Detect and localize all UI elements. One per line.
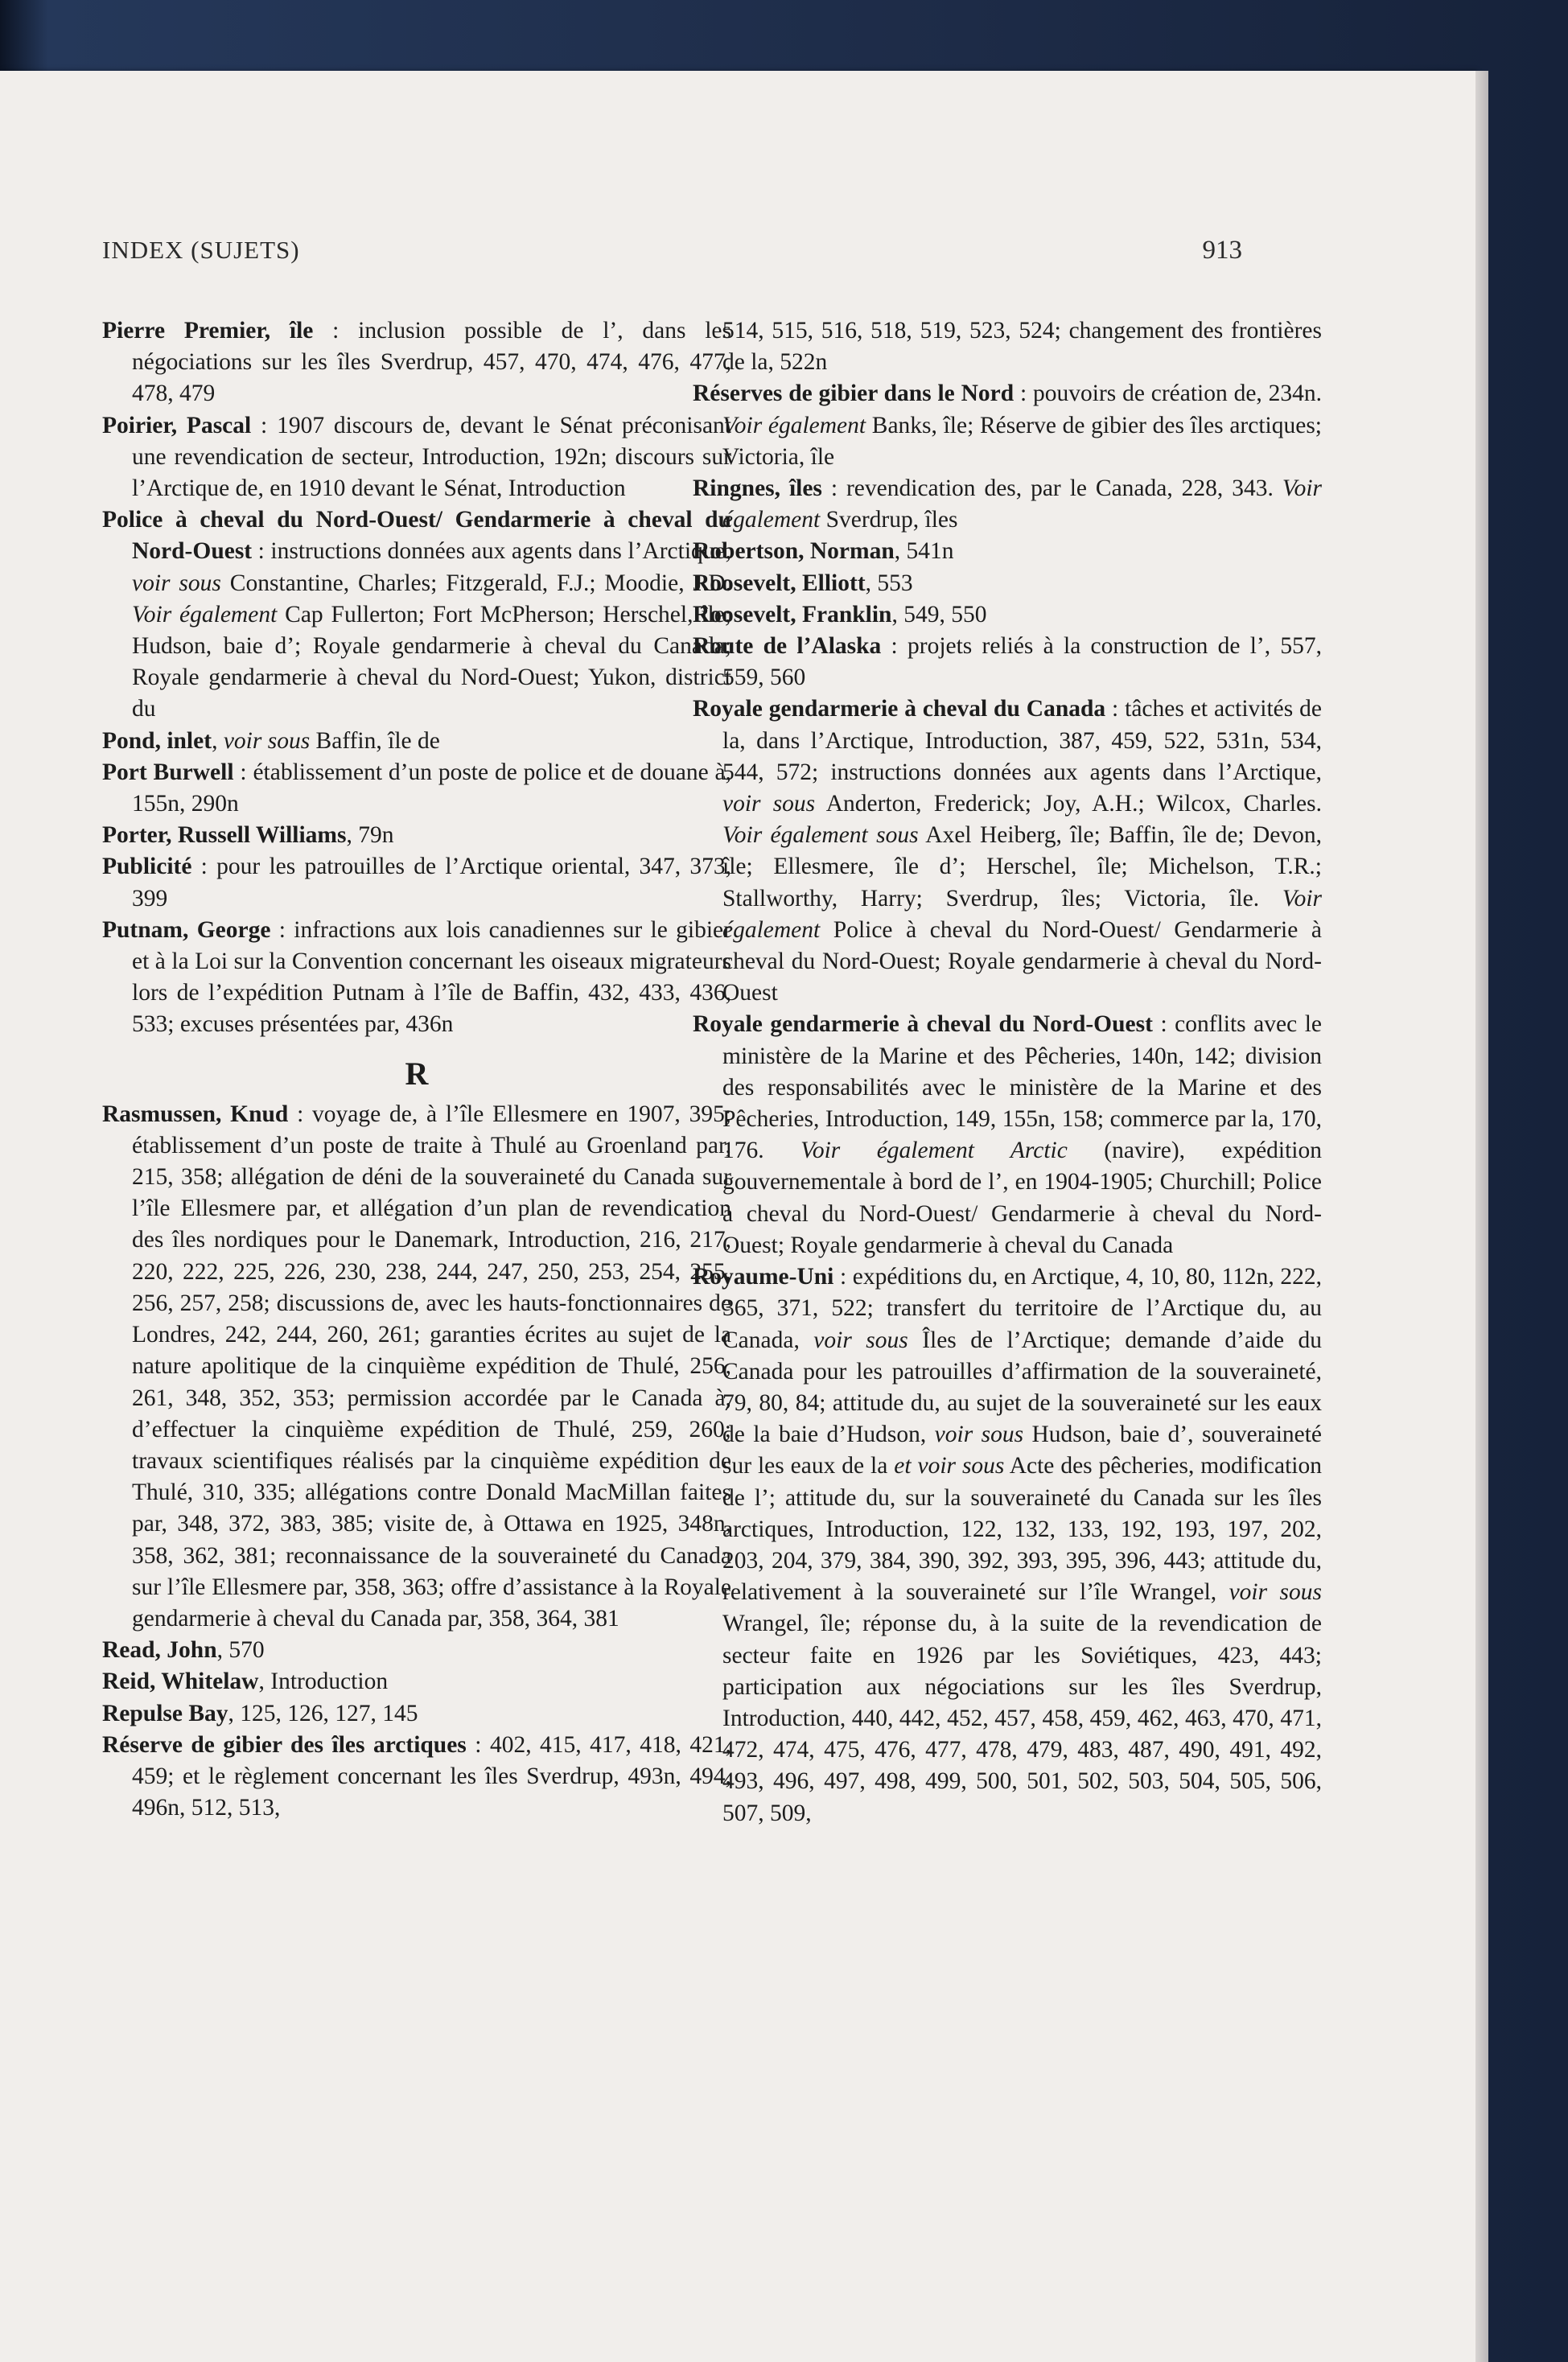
cross-reference-text: voir sous [813,1327,908,1353]
index-entry [102,851,731,914]
index-headword: Robertson, Norman [693,538,895,565]
index-entry [102,1099,731,1635]
index-entry [693,693,1322,1009]
page-edge [1475,71,1488,2362]
index-headword: Royale gendarmerie à cheval du Canada [693,696,1106,722]
left-column [102,315,731,1824]
entry-text: : tâches et activités de la, dans l’Arctique, Introduction, 387, 459, 522, 531n, 534, 544, 572; instructions données aux agents dans l’Arctique, [722,696,1322,785]
index-headword: Royaume-Uni [693,1264,834,1290]
cross-reference-text: voir sous [934,1422,1024,1448]
entry-text: : 1907 discours de, devant le Sénat préconisant une revendication de secteur, Introduction, 192n; discours sur l’Arctique de, en 1910 devant le Sénat, Introduction [132,412,731,502]
index-entry [102,915,731,1041]
entry-text: Police à cheval du Nord-Ouest/ Gendarmerie à cheval du Nord-Ouest; Royale gendarmerie à cheval du Nord-Ouest [722,916,1322,1006]
entry-text: , 125, 126, 127, 145 [228,1700,418,1726]
index-headword: Roosevelt, Elliott [693,570,866,596]
index-entry [693,599,1322,631]
entry-text: Sverdrup, îles [820,507,958,533]
entry-text: : pouvoirs de création de, 234n. [1014,381,1322,407]
running-head: INDEX (SUJETS) [102,236,300,264]
index-entry [102,1666,731,1697]
entry-text: , 79n [346,822,394,849]
index-headword: Route de l’Alaska [693,633,882,660]
entry-text: Acte des pêcheries, modification de l’; attitude du, sur la souveraineté du Canada sur les îles arctiques, Introduction, 122, 132, 133, 192, 193, 197, 202, 203, 204, 379, 384, 390, 392, 393, 395, 396, 443; attitude du, relativement à la souveraineté sur l’île Wrangel, [722,1453,1322,1606]
entry-text: Anderton, Frederick; Joy, A.H.; Wilcox, Charles. [815,791,1322,817]
entry-text: : inclusion possible de l’, dans les négociations sur les îles Sverdrup, 457, 470, 474, 476, 477, 478, 479 [132,318,731,407]
index-group-r-continued [693,378,1322,1829]
index-headword: Porter, Russell Williams [102,822,347,849]
section-letter: R [405,1055,429,1092]
entry-text: , Introduction [258,1669,389,1695]
index-entry [693,536,1322,567]
index-headword: Publicité [102,854,192,880]
index-group-p [102,315,731,1041]
entry-text: , [212,727,224,754]
index-headword: Rasmussen, Knud [102,1101,289,1127]
index-headword: Pierre Premier, île [102,318,314,344]
entry-text: Cap Fullerton; Fort McPherson; Herschel, île; Hudson, baie d’; Royale gendarmerie à cheval du Canada; Royale gendarmerie à cheval du Nord-Ouest; Yukon, district du [132,601,731,722]
entry-text: (navire), expédition gouvernementale à bord de l’, en 1904-1905; Churchill; Police à cheval du Nord-Ouest/ Gendarmerie à cheval du Nord-Ouest; Royale gendarmerie à cheval du Canada [722,1138,1322,1258]
index-headword: Police à cheval du Nord-Ouest/ Gendarmerie à cheval du Nord-Ouest [102,507,731,565]
index-headword: Pond, inlet [102,727,212,754]
entry-text: : infractions aux lois canadiennes sur le gibier et à la Loi sur la Convention concernant les oiseaux migrateurs lors de l’expédition Putnam à l’île de Baffin, 432, 433, 436, 533; excuses présentées par, 436n [132,916,731,1038]
index-headword: Repulse Bay [102,1700,228,1726]
cross-reference-text: voir sous [223,727,311,754]
entry-text: : expéditions du, en Arctique, 4, 10, 80, 112n, 222, 365, 371, 522; transfert du territoire de l’Arctique du, au Canada, [722,1264,1322,1353]
entry-text: , 570 [216,1637,265,1664]
index-group-r [102,1099,731,1825]
entry-text: , 549, 550 [891,601,987,628]
index-headword: Read, John [102,1637,217,1664]
entry-text: : voyage de, à l’île Ellesmere en 1907, 395; établissement d’un poste de traite à Thulé au Groenland par, 215, 358; allégation de déni de la souveraineté du Canada sur l’île Ellesmere par, et allégation d’un plan de revendication des îles nordiques pour le Danemark, Introduction, 216, 217, 220, 222, 225, 226, 230, 238, 244, 247, 250, 253, 254, 255, 256, 257, 258; discussions de, avec les hauts-fonctionnaires de Londres, 242, 244, 260, 261; garanties écrites au sujet de la nature apolitique de la cinquième expédition de Thulé, 256, 261, 348, 352, 353; permission accordée par le Canada à, d’effectuer la cinquième expédition de Thulé, 259, 260; travaux scientifiques réalisés par la cinquième expédition de Thulé, 310, 335; allégations contre Donald MacMillan faites par, 348, 372, 383, 385; visite de, à Ottawa en 1925, 348n, 358, 362, 381; reconnaissance de la souveraineté du Canada sur l’île Ellesmere par, 358, 363; offre d’assistance à la Royale gendarmerie à cheval du Canada par, 358, 364, 381 [132,1101,732,1632]
entry-text: : conflits avec le ministère de la Marine et des Pêcheries, 140n, 142; division des responsabilités avec le ministère de la Marine et des Pêcheries, Introduction, 149, 155n, 158; commerce par la, 170, 176. [722,1011,1322,1164]
page-number: 913 [1202,236,1242,265]
index-headword: Poirier, Pascal [102,412,252,438]
index-entry [693,568,1322,599]
index-entry [102,315,731,410]
entry-text: Constantine, Charles; Fitzgerald, F.J.; Moodie, J.D. [220,570,732,596]
entry-text: Banks, île; Réserve de gibier des îles arctiques; Victoria, île [722,412,1322,470]
index-entry [693,378,1322,473]
cross-reference-text: Voir également [722,412,866,438]
index-headword: Reid, Whitelaw [102,1669,259,1695]
cross-reference-text: voir sous [722,791,816,817]
index-headword: Royale gendarmerie à cheval du Nord-Ouest [693,1011,1153,1038]
entry-text: : pour les patrouilles de l’Arctique oriental, 347, 373, 399 [132,854,731,911]
index-entry [693,1009,1322,1261]
entry-text: : établissement d’un poste de police et de douane à, 155n, 290n [132,759,731,817]
cross-reference-text: Voir également [722,885,1322,943]
right-column [693,315,1322,1829]
entry-text: Baffin, île de [310,727,440,754]
index-headword: Réserve de gibier des îles arctiques [102,1731,467,1758]
cross-reference-text: Voir également [722,475,1322,533]
index-entry [102,1730,731,1825]
index-entry [102,757,731,820]
cross-reference-text: voir sous [1228,1579,1322,1606]
index-entry [693,631,1322,693]
index-entry [102,504,731,725]
entry-text: , 553 [865,570,913,596]
entry-text: : projets reliés à la construction de l’, 557, 559, 560 [722,633,1322,691]
index-entry [102,1698,731,1730]
entry-text: : instructions données aux agents dans l’Arctique, [252,538,731,565]
entry-text: : 402, 415, 417, 418, 421, 459; et le règlement concernant les îles Sverdrup, 493n, 494, 496n, 512, 513, [132,1731,731,1821]
index-headword: Ringnes, îles [693,475,822,502]
cross-reference-text: voir sous [132,570,221,596]
index-headword: Réserves de gibier dans le Nord [693,381,1014,407]
entry-text: , 541n [894,538,954,565]
entry-text: : revendication des, par le Canada, 228, 343. [821,475,1282,502]
cross-reference-text: Voir également [132,601,278,628]
entry-text: Hudson, baie d’, souveraineté sur les eaux de la [722,1422,1323,1479]
index-entry [102,1635,731,1666]
index-headword: Port Burwell [102,759,234,785]
index-entry [102,726,731,757]
entry-text: Axel Heiberg, île; Baffin, île de; Devon, île; Ellesmere, île d’; Herschel, île; Michelson, T.R.; Stallworthy, Harry; Sverdrup, îles; Victoria, île. [722,822,1322,911]
index-headword: Roosevelt, Franklin [693,601,892,628]
index-entry [693,1261,1322,1829]
entry-text: Wrangel, île; réponse du, à la suite de la revendication de secteur faite en 1926 par les Soviétiques, 423, 443; participation aux négociations sur les îles Sverdrup, Introduction, 440, 442, 452, 457, 458, 459, 462, 463, 470, 471, 472, 474, 475, 476, 477, 478, 479, 483, 487, 490, 491, 492, 493, 496, 497, 498, 499, 500, 501, 502, 503, 504, 505, 506, 507, 509, [722,1611,1322,1826]
cross-reference-text: Voir également Arctic [800,1138,1068,1164]
entry-text: Îles de l’Arctique; demande d’aide du Canada pour les patrouilles d’affirmation de la souveraineté, 79, 80, 84; attitude du, au sujet de la souveraineté sur les eaux de la baie d’Hudson, [722,1327,1322,1448]
index-headword: Putnam, George [102,916,271,943]
continued-entry: 514, 515, 516, 518, 519, 523, 524; changement des frontières de la, 522n [722,318,1322,376]
cross-reference-text: et voir sous [894,1453,1005,1479]
index-entry [102,410,731,505]
cross-reference-text: Voir également sous [722,822,919,849]
index-entry [693,473,1322,536]
index-entry [102,820,731,851]
